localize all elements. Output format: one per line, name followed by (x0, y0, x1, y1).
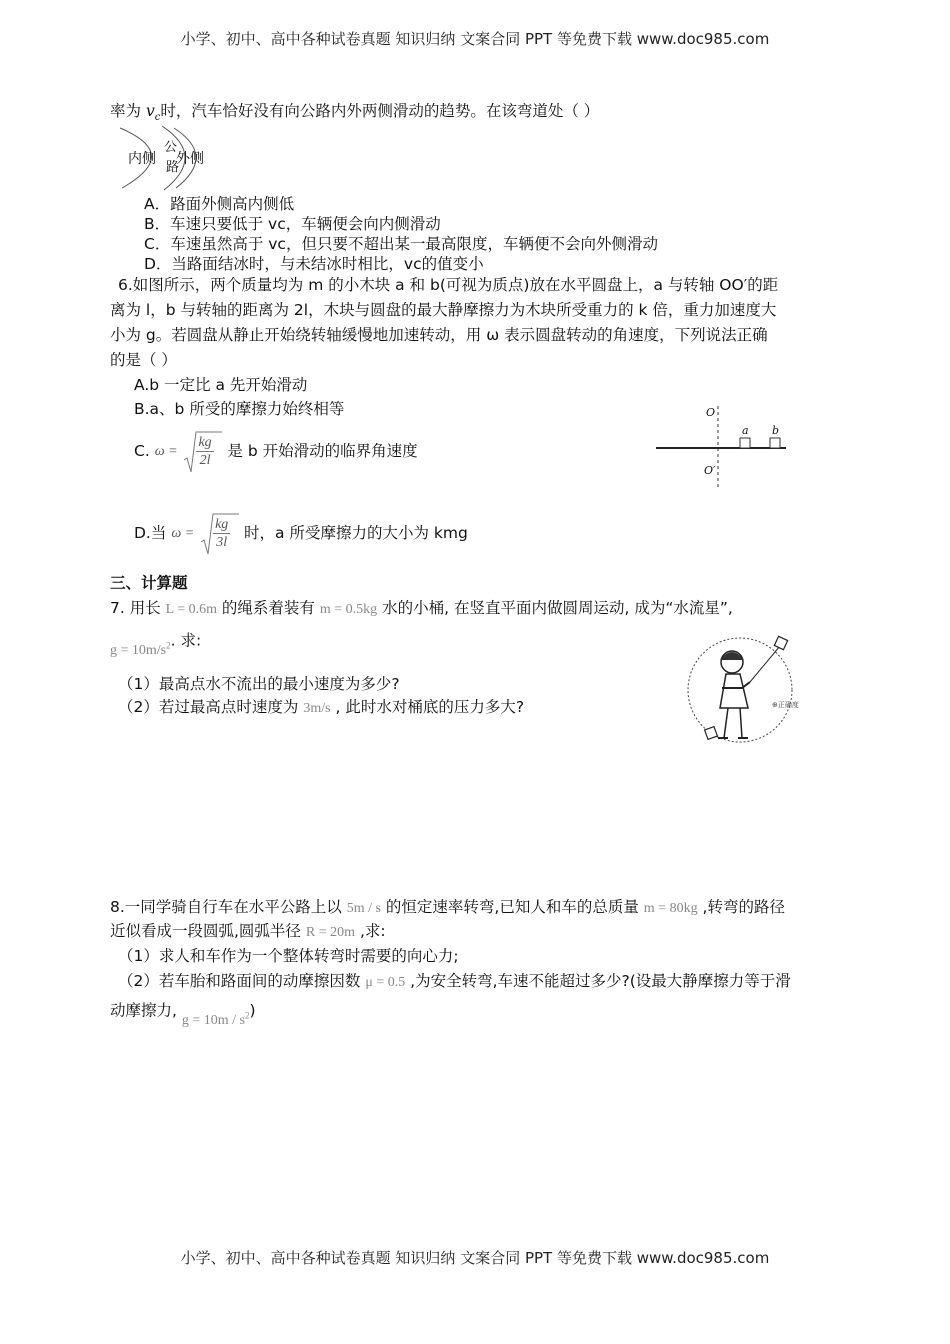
q8-mass-value: m = 80kg (643, 901, 698, 916)
q5-fig-outer-label: 外侧 (176, 151, 204, 167)
q8-line-1 (110, 896, 785, 920)
q6-disk-figure (650, 404, 790, 490)
q7-fig-label: ⊕正确度 (772, 701, 799, 709)
q7-g-sup: 2 (166, 640, 171, 650)
q8-sub3-post: ) (249, 1001, 256, 1020)
q5-option-c: C．车速虽然高于 vc，但只要不超出某一最高限度，车辆便不会向外侧滑动 (144, 235, 658, 253)
q5-stem-pre: 率为 (110, 102, 146, 120)
q5-var-sub: c (154, 112, 161, 124)
q6-option-c (134, 426, 418, 477)
q6-optd-denominator: 3l (216, 534, 228, 550)
section-title-calculation: 三、计算题 (110, 574, 188, 592)
q7-length-value: L = 0.6m (165, 602, 217, 617)
q5-fig-road-label-1: 公 (164, 140, 178, 155)
q7-line-1 (110, 597, 733, 621)
q8-speed-value: 5m / s (346, 901, 381, 916)
q6-fig-b-label: b (772, 424, 780, 437)
page-header: 小学、初中、高中各种试卷真题 知识归纳 文案合同 PPT 等免费下载 www.doc985.com (180, 30, 770, 48)
q6-fig-o2-label: O′ (704, 464, 716, 477)
q6-optd-omega: ω = (171, 525, 195, 541)
q8-sub3-pre: 动摩擦力, (110, 1001, 177, 1020)
q7-g-text: g = 10m/s (110, 642, 167, 658)
q6-optc-pre: C. (134, 442, 150, 460)
q8-line-3 (110, 996, 256, 1028)
page-footer: 小学、初中、高中各种试卷真题 知识归纳 文案合同 PPT 等免费下载 www.doc985.com (180, 1249, 770, 1267)
q7-water-meteor-figure (680, 630, 810, 750)
q6-optc-radical (182, 430, 222, 474)
q7-line1-mid: 的绳系着装有 (221, 599, 315, 617)
q6-optd-numerator: kg (215, 516, 229, 532)
q5-fig-inner-label: 内侧 (128, 151, 156, 167)
q6-option-d (134, 508, 468, 559)
q5-stem-post: 时，汽车恰好没有向公路内外两侧滑动的趋势。在该弯道处（ ） (160, 102, 600, 120)
q6-option-b: B.a、b 所受的摩擦力始终相等 (134, 400, 345, 418)
q6-option-a: A.b 一定比 a 先开始滑动 (134, 376, 308, 394)
q6-line-2: 离为 l，b 与转轴的距离为 2l，木块与圆盘的最大静摩擦力为木块所受重力的 k 倍，重力加速度大 (110, 301, 777, 319)
q6-optd-post: 时，a 所受摩擦力的大小为 kmg (244, 524, 468, 542)
disk-graphic (650, 404, 790, 490)
q6-optc-denominator: 2l (199, 452, 211, 468)
q6-line-3: 小为 g。若圆盘从静止开始绕转轴缓慢地加速转动，用 ω 表示圆盘转动的角速度，下列说法正确 (110, 326, 768, 344)
q5-road-figure (112, 124, 222, 192)
q8-subquestion-2 (118, 970, 791, 994)
q5-option-a: A．路面外侧高内侧低 (144, 195, 295, 213)
q8-g-text: g = 10m / s (181, 1012, 245, 1028)
q6-line-4: 的是（ ） (110, 351, 177, 369)
q8-line-2 (110, 920, 386, 944)
q8-line1-post: ,转弯的路径 (702, 898, 785, 916)
q7-subquestion-1: （1）最高点水不流出的最小速度为多少? (118, 675, 400, 693)
q8-line1-pre: 8.一同学骑自行车在水平公路上以 (110, 898, 342, 916)
q7-line1-post: 水的小桶, 在竖直平面内做圆周运动, 成为“水流星”, (382, 599, 733, 617)
q6-optd-pre: D.当 (134, 524, 167, 542)
q8-subquestion-1: （1）求人和车作为一个整体转弯时需要的向心力; (118, 947, 459, 965)
q8-radius-value: R = 20m (305, 925, 355, 940)
q7-speed-value: 3m/s (303, 701, 331, 716)
q6-optc-omega: ω = (154, 443, 178, 459)
q6-optc-fraction (196, 434, 213, 469)
q7-g-value (110, 640, 171, 658)
q6-optc-post: 是 b 开始滑动的临界角速度 (227, 442, 418, 460)
q8-g-value (181, 1010, 250, 1028)
q6-line-1: 6.如图所示，两个质量均为 m 的小木块 a 和 b(可视为质点)放在水平圆盘上，a 与转轴 OO′的距 (118, 276, 779, 294)
q8-g-sup: 2 (245, 1010, 250, 1020)
q6-optd-radical (199, 512, 239, 556)
q8-line2-pre: 近似看成一段圆弧,圆弧半径 (110, 922, 301, 940)
q5-var-v: v (145, 102, 155, 120)
q7-line2-post: . 求: (170, 631, 202, 650)
q7-sub2-pre: （2）若过最高点时速度为 (118, 698, 299, 716)
q7-subquestion-2 (118, 696, 524, 720)
q8-line1-mid: 的恒定速率转弯,已知人和车的总质量 (385, 898, 639, 916)
q8-line2-post: ,求: (359, 922, 386, 940)
q7-line-2 (110, 626, 202, 658)
q6-optd-fraction (213, 516, 230, 551)
q6-fig-o-label: O (706, 406, 716, 419)
q6-fig-a-label: a (742, 424, 749, 437)
q7-sub2-post: , 此时水对桶底的压力多大? (335, 698, 525, 716)
q5-option-b: B．车速只要低于 vc，车辆便会向内侧滑动 (144, 215, 441, 233)
q8-mu-value: μ = 0.5 (365, 975, 406, 990)
q5-option-d: D．当路面结冰时，与未结冰时相比，vc的值变小 (144, 255, 484, 273)
q8-sub2-pre: （2）若车胎和路面间的动摩擦因数 (118, 972, 361, 990)
q6-optc-numerator: kg (198, 434, 212, 450)
q5-fig-road-label-2: 路 (166, 160, 180, 175)
q8-sub2-post: ,为安全转弯,车速不能超过多少?(设最大静摩擦力等于滑 (410, 972, 791, 990)
q7-line1-pre: 7. 用长 (110, 599, 161, 617)
q7-mass-value: m = 0.5kg (319, 602, 378, 617)
performer-illustration (680, 630, 810, 750)
